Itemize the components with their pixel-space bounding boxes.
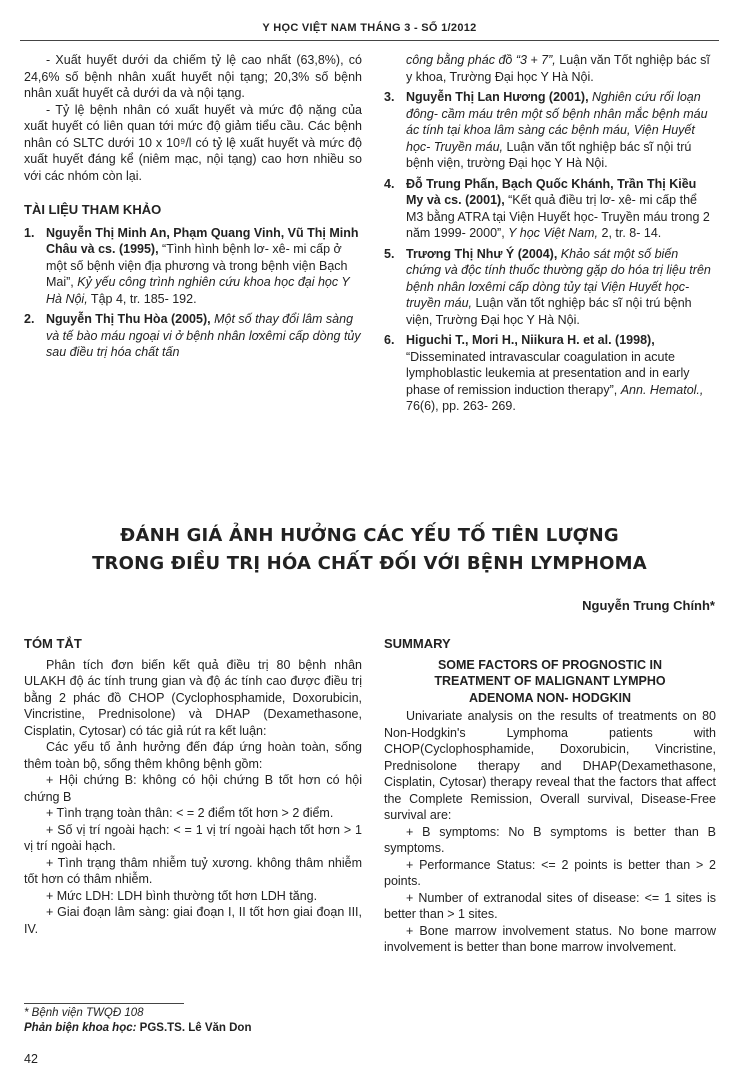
reference-author: Nguyễn Thị Minh An, Phạm Quang Vinh, Vũ Thị Minh Châu và cs. (1995), (46, 225, 359, 256)
reference-number: 6. (384, 333, 395, 347)
abstract-intro: Phân tích đơn biến kết quả điều trị 80 bệnh nhân ULAKH độ ác tính trung gian và độ ác tính cao được điều trị bằng 2 phác đồ CHOP (Cyclophosphamide, Doxorubicin, Vincristine, Prednisolone) và DHAP (Dexamethasone, Cisplatin, Cytosar) có tác giả rút ra kết luận: (24, 657, 362, 738)
summary-heading: SUMMARY (384, 636, 451, 651)
reference-number: 2. (24, 312, 35, 326)
reference-item (384, 246, 716, 329)
summary-title (384, 657, 716, 707)
article-title-line: ĐÁNH GIÁ ẢNH HƯỞNG CÁC YẾU TỐ TIÊN LƯỢNG (120, 525, 619, 546)
abstract-lead: Các yếu tố ảnh hưởng đến đáp ứng hoàn toàn, sống thêm toàn bộ, sống thêm không bệnh gồm: (24, 740, 362, 771)
abstract-item: + Mức LDH: LDH bình thường tốt hơn LDH tăng. (46, 888, 318, 903)
reference-text (406, 52, 716, 85)
reference-rest: 2, tr. 8- 14. (598, 226, 662, 240)
abstract-heading: TÓM TẮT (24, 636, 82, 651)
article-author: Nguyễn Trung Chính* (582, 598, 715, 613)
reference-number (384, 52, 406, 85)
abstract-item: + Số vị trí ngoài hạch: < = 1 vị trí ngoài hạch tốt hơn > 1 vị trí ngoài hạch. (24, 822, 362, 853)
reference-title: Kỷ yếu công trình nghiên cứu khoa học đại học Y Hà Nội, (46, 275, 350, 306)
reference-rest: Luận văn tốt nghiệp bác sĩ nội trú bệnh viện, Trường Đại học Y Hà Nội. (406, 296, 692, 327)
summary-item: + Performance Status: <= 2 points is better than > 2 points. (384, 857, 716, 888)
reference-rest: Luận văn Tốt nghiệp bác sĩ y khoa, Trường Đại học Y Hà Nội. (406, 53, 710, 84)
abstract-item: + Hội chứng B: không có hội chứng B tốt hơn có hội chứng B (24, 773, 362, 804)
paragraph: - Tỷ lệ bệnh nhân có xuất huyết và mức độ nặng của xuất huyết có liên quan tới mức độ giảm tiểu cầu. Các bệnh nhân có SLTC dưới 10 x 10⁹/l có tỷ lệ xuất huyết và mức độ xuất huyết đáng kể (niêm mạc, nội tạng) cao hơn nhiều so với các nhóm còn lại. (24, 102, 362, 183)
summary-title-line: ADENOMA NON- HODGKIN (468, 690, 632, 705)
reference-title: Ann. Hematol., (620, 382, 704, 397)
summary-intro: Univariate analysis on the results of treatments on 80 Non-Hodgkin's Lymphoma patients with CHOP(Cyclophosphamide, Doxorubicin, Vincristine, Prednisolone therapy and DHAP(Dexamethasone, Cisplatin, Cytosar) therapy reveal that the factors that affect the Complete Remission, Overall survival, Disease-Free survival are: (384, 709, 716, 822)
reference-item (24, 311, 362, 361)
reference-title: công bằng phác đồ “3 + 7”, (406, 53, 556, 67)
reference-author: Higuchi T., Mori H., Niikura H. et al. (1998), (406, 333, 655, 347)
reference-rest: “Tình hình bệnh lơ- xê- mi cấp ở một số bệnh viện địa phương và trong bệnh viện Bạch Mai”, (46, 242, 348, 289)
reference-rest: Luận văn tốt nghiệp bác sĩ nội trú bệnh viện, trường Đại học Y Hà Nội. (406, 139, 692, 170)
footnote-rule (24, 1003, 184, 1004)
article-title-line: TRONG ĐIỀU TRỊ HÓA CHẤT ĐỐI VỚI BỆNH LYMPHOMA (92, 553, 647, 574)
reference-item (384, 176, 716, 242)
reference-author: Nguyễn Thị Lan Hương (2001), (406, 90, 589, 104)
reference-text (406, 246, 716, 329)
abstract-item: + Tình trạng thâm nhiễm tuỷ xương. không thâm nhiễm tốt hơn có thâm nhiễm. (24, 855, 362, 886)
reference-item (384, 52, 716, 85)
summary-title-line: SOME FACTORS OF PROGNOSTIC IN (437, 657, 663, 672)
reference-text (406, 89, 716, 172)
summary-item: + Bone marrow involvement status. No bone marrow involvement is better than bone marrow involvement. (384, 923, 716, 954)
reference-number: 3. (384, 90, 395, 104)
summary-item: + B symptoms: No B symptoms is better than B symptoms. (384, 824, 716, 855)
top-left-column (24, 52, 362, 365)
reference-item (384, 89, 716, 172)
reference-number: 5. (384, 246, 395, 261)
running-header: Y HỌC VIỆT NAM THÁNG 3 - SỐ 1/2012 (262, 22, 477, 34)
reference-list (24, 225, 362, 361)
reference-author: Đỗ Trung Phấn, Bạch Quốc Khánh, Trần Thị Kiều My và cs. (2001), (406, 176, 697, 207)
references-heading: TÀI LIỆU THAM KHẢO (24, 202, 162, 217)
reference-text (406, 332, 716, 415)
reference-number: 1. (24, 225, 35, 240)
reference-title: Y học Việt Nam, (508, 226, 599, 240)
reference-text (46, 225, 362, 308)
footnote-reviewer (24, 1022, 252, 1034)
reviewer-label: Phản biện khoa học: (24, 1022, 137, 1034)
paragraph: - Xuất huyết dưới da chiếm tỷ lệ cao nhất (63,8%), có 24,6% số bệnh nhân xuất huyết nội tạng; 20,3% số bệnh nhân xuất huyết cả dưới da và nội tạng. (24, 53, 362, 100)
reference-title: Khảo sát một số biến chứng và độc tính thuốc thường gặp do hóa trị liệu trên bệnh nhân lơxêmi cấp dòng tủy tại Viện Huyết học- truyền máu, (406, 246, 711, 310)
top-right-column (384, 52, 716, 419)
abstract-item: + Tình trạng toàn thân: < = 2 điểm tốt hơn > 2 điểm. (46, 806, 334, 820)
reference-rest: Tập 4, tr. 185- 192. (87, 291, 197, 306)
reference-rest: 76(6), pp. 263- 269. (406, 399, 516, 413)
reference-item (24, 225, 362, 308)
page-number: 42 (24, 1052, 38, 1066)
reference-author: Nguyễn Thị Thu Hòa (2005), (46, 312, 211, 326)
footnote-affiliation: * Bệnh viện TWQĐ 108 (24, 1007, 144, 1019)
reference-text (46, 311, 362, 361)
reference-rest: “Disseminated intravascular coagulation in acute lymphoblastic leukemia at presentation and in early phase of remission induction therapy”, (406, 349, 690, 397)
reference-rest: “Kết quả điều trị lơ- xê- mi cấp thể M3 bằng ATRA tại Viện Huyết học- Truyền máu trong 2 năm 1999- 2000”, (406, 193, 710, 240)
reference-text (406, 176, 716, 242)
reference-author: Trương Thị Như Ý (2004), (406, 246, 558, 261)
reference-title: Nghiên cứu rối loạn đông- cầm máu trên một số bệnh nhân mắc bệnh máu ác tính tại khoa lâm sàng các bệnh máu, Viện Huyết học- Truyền máu, (406, 90, 708, 154)
abstract-item: + Giai đoạn lâm sàng: giai đoạn I, II tốt hơn giai đoạn III, IV. (24, 905, 362, 936)
reviewer-name: PGS.TS. Lê Văn Don (136, 1022, 252, 1034)
summary-title-line: TREATMENT OF MALIGNANT LYMPHO (434, 674, 666, 688)
header-rule (20, 40, 719, 41)
reference-title: Một số thay đổi lâm sàng và tế bào máu ngoại vi ở bệnh nhân lơxêmi cấp dòng tủy sau điều trị hóa chất tấn (46, 312, 361, 359)
reference-number: 4. (384, 176, 395, 191)
abstract-en (384, 636, 716, 956)
abstract-vi (24, 636, 362, 937)
summary-item: + Number of extranodal sites of disease: <= 1 sites is better than > 1 sites. (384, 890, 716, 921)
reference-item (384, 332, 716, 415)
article-title (0, 522, 739, 578)
